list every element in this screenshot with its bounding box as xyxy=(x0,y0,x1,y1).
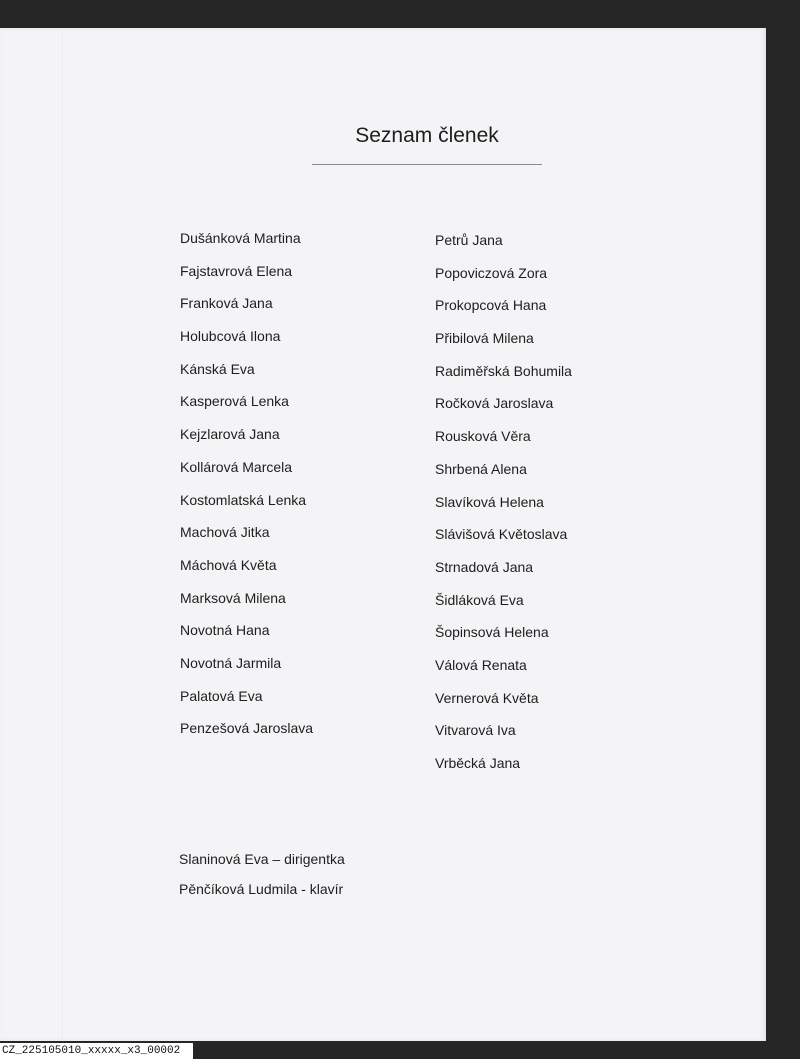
member-name: Strnadová Jana xyxy=(435,558,534,575)
member-name: Vrběcká Jana xyxy=(435,755,521,771)
member-name: Rousková Věra xyxy=(435,428,531,445)
member-name: Petrů Jana xyxy=(435,232,503,248)
member-name: Dušánková Martina xyxy=(180,230,301,246)
member-name: Franková Jana xyxy=(180,295,273,312)
conductor-name: Slaninová Eva – dirigentka xyxy=(179,851,345,867)
member-name: Prokopcová Hana xyxy=(435,297,547,314)
member-name: Machová Jitka xyxy=(180,524,270,541)
member-name: Marksová Milena xyxy=(180,589,286,606)
members-list-left xyxy=(180,229,313,752)
member-name: Novotná Hana xyxy=(180,622,270,639)
member-name: Kejzlarová Jana xyxy=(180,426,280,443)
title-underline xyxy=(312,164,542,165)
page-title: Seznam členek xyxy=(355,124,499,147)
member-name: Kostomlatská Lenka xyxy=(180,491,307,508)
member-name: Vernerová Květa xyxy=(435,689,539,706)
member-name: Kollárová Marcela xyxy=(180,458,293,475)
member-name: Šidláková Eva xyxy=(435,591,524,608)
page-spine xyxy=(62,28,64,1041)
member-name: Kánská Eva xyxy=(180,360,255,377)
member-name: Kasperová Lenka xyxy=(180,393,289,410)
member-name: Popoviczová Zora xyxy=(435,264,548,281)
member-name: Holubcová Ilona xyxy=(180,328,281,345)
member-name: Šopinsová Helena xyxy=(435,624,549,641)
staff-list xyxy=(179,850,345,910)
member-name: Slavíková Helena xyxy=(435,493,544,510)
member-name: Radiměřská Bohumila xyxy=(435,362,572,379)
member-name: Novotná Jarmila xyxy=(180,654,282,671)
member-name: Fajstavrová Elena xyxy=(180,262,293,279)
scan-caption: CZ_225105010_xxxxx_x3_00002 xyxy=(0,1043,193,1059)
member-name: Shrbená Alena xyxy=(435,460,527,477)
member-name: Přibilová Milena xyxy=(435,330,534,347)
document-page xyxy=(0,28,766,1041)
member-name: Slávišová Květoslava xyxy=(435,526,568,543)
member-name: Ročková Jaroslava xyxy=(435,395,554,412)
member-name: Palatová Eva xyxy=(180,687,263,704)
member-name: Vitvarová Iva xyxy=(435,722,516,739)
pianist-name: Pěnčíková Ludmila - klavír xyxy=(179,881,344,897)
members-list-right xyxy=(435,231,572,787)
member-name: Penzešová Jaroslava xyxy=(180,720,314,737)
member-name: Máchová Květa xyxy=(180,556,277,573)
member-name: Válová Renata xyxy=(435,656,527,673)
